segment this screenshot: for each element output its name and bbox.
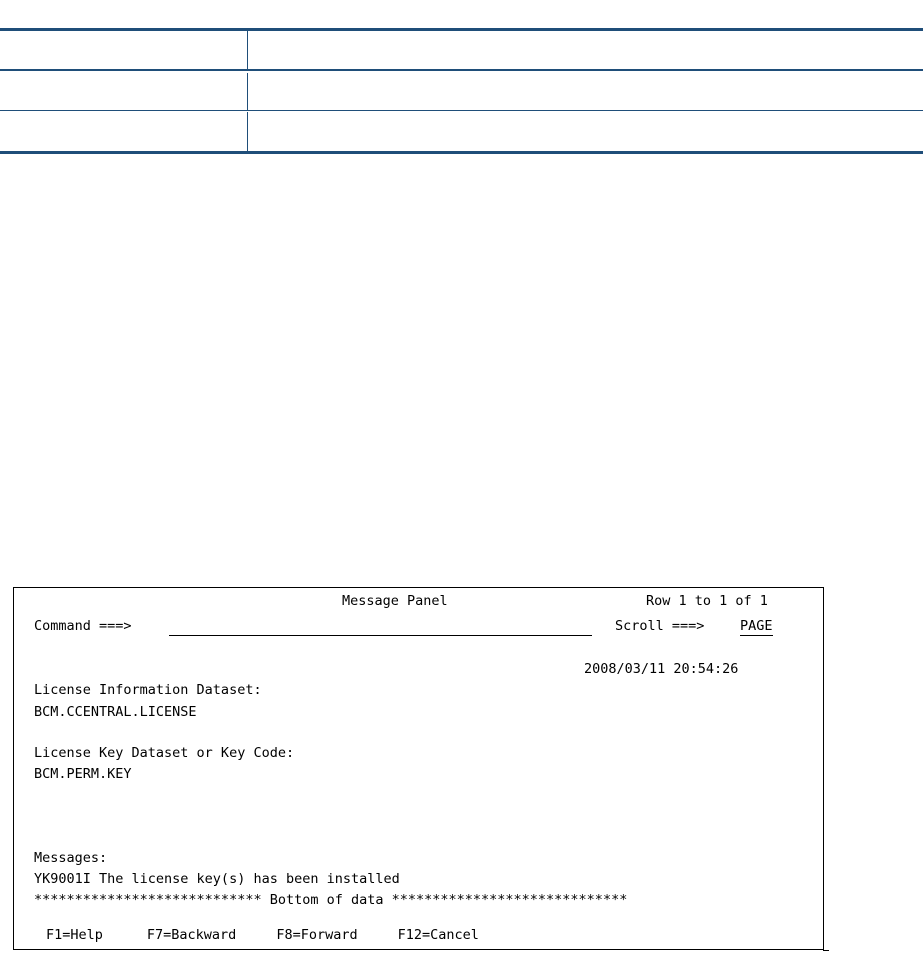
table-row (0, 73, 923, 111)
scroll-label: Scroll ===> (615, 618, 705, 634)
table-cell (248, 31, 923, 69)
table-header-row (0, 31, 923, 71)
row-indicator: Row 1 to 1 of 1 (646, 593, 768, 609)
license-info-label: License Information Dataset: (34, 682, 262, 698)
license-info-value: BCM.CCENTRAL.LICENSE (34, 704, 197, 720)
table-row (0, 112, 923, 151)
messages-label: Messages: (34, 850, 108, 866)
f8-forward-key[interactable]: F8=Forward (276, 927, 358, 943)
function-key-bar (46, 926, 523, 944)
doc-table (0, 28, 923, 154)
message-text: YK9001I The license key(s) has been installed (34, 871, 400, 887)
panel-title: Message Panel (342, 593, 448, 609)
license-key-value: BCM.PERM.KEY (34, 766, 132, 782)
timestamp: 2008/03/11 20:54:26 (584, 661, 739, 677)
corner-mark (823, 950, 829, 951)
license-key-label: License Key Dataset or Key Code: (34, 745, 295, 761)
table-cell (248, 73, 923, 110)
table-cell (0, 31, 248, 69)
message-panel-screen (13, 587, 824, 950)
bottom-of-data-marker: **************************** Bottom of data ***************************** (34, 892, 628, 908)
f7-backward-key[interactable]: F7=Backward (146, 927, 237, 943)
table-cell (0, 73, 248, 110)
table-cell (248, 112, 923, 151)
f1-help-key[interactable]: F1=Help (46, 927, 103, 943)
command-label: Command ===> (34, 618, 132, 634)
command-input[interactable] (169, 617, 592, 636)
f12-cancel-key[interactable]: F12=Cancel (397, 927, 479, 943)
scroll-amount-field[interactable]: PAGE (740, 618, 773, 634)
table-cell (0, 112, 248, 151)
